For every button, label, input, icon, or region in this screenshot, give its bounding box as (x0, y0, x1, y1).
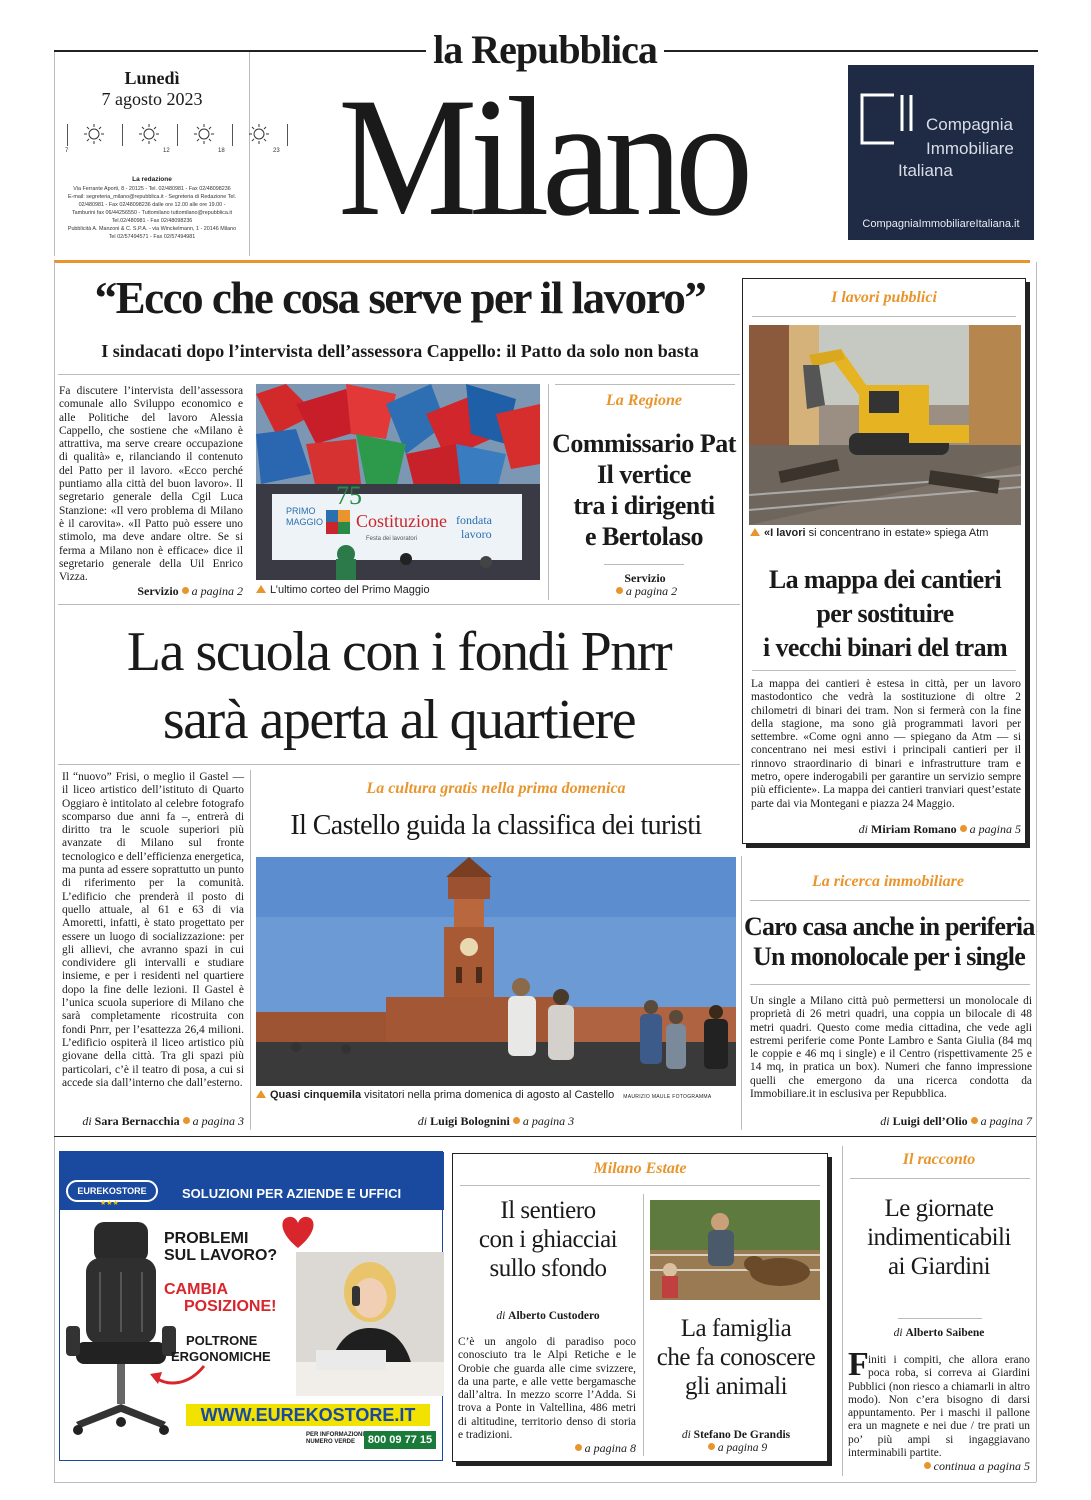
racconto-ref[interactable]: di Alberto Saibene (893, 1327, 985, 1339)
masthead-rule-right (664, 50, 1038, 52)
castle-illustration (256, 857, 736, 1086)
lavori-body-rule (752, 670, 1016, 671)
scuola-ref-author: Sara Bernacchia (94, 1114, 180, 1128)
heart-icon (278, 1214, 318, 1250)
arrow-icon (148, 1362, 208, 1392)
castello-photo-caption: Quasi cinquemila visitatori nella prima domenica di agosto al Castello MAURIZIO MAULE FOTOGRAMMA (256, 1089, 736, 1101)
ad-logo: EUREKOSTORE (66, 1180, 158, 1202)
ref-dot-icon (575, 1444, 582, 1451)
caption-triangle-icon (256, 1090, 266, 1098)
caption-triangle-icon (750, 528, 760, 536)
ricerca-ref-author: Luigi dell’Olio (892, 1114, 968, 1128)
lead-subhead: I sindacati dopo l’intervista dell’assessora Cappello: il Patto da solo non basta (101, 341, 699, 361)
weather-hour-label: 23 (273, 148, 280, 154)
ref-dot-icon (183, 1117, 190, 1124)
weather-strip (55, 122, 280, 162)
ad-logo-mark-icon (858, 91, 918, 147)
ref-dot-icon (616, 587, 623, 594)
lavori-kicker-rule (752, 316, 1016, 317)
ref-dot-icon (513, 1117, 520, 1124)
castello-ricerca-divider (741, 856, 742, 1130)
ad-line-3: Italiana (898, 161, 953, 180)
weather-hour-label: 12 (163, 148, 170, 154)
ricerca-kicker: La ricerca immobiliare (812, 873, 964, 890)
weather-separator (177, 124, 178, 146)
ad-c2: POSIZIONE! (184, 1298, 277, 1315)
ad-url-bar[interactable]: WWW.EUREKOSTORE.IT (186, 1404, 430, 1426)
redazione-title: La redazione (132, 176, 172, 183)
left-info-box (54, 52, 280, 256)
regione-ref-page[interactable]: a pagina 2 (555, 584, 735, 599)
racconto-kicker: Il racconto (902, 1151, 976, 1168)
lavori-photo[interactable] (749, 325, 1021, 525)
racconto-headline[interactable]: Le giornate indimenticabili ai Giardini (867, 1195, 1011, 1280)
ad-info1: PER INFORMAZIONI (306, 1432, 364, 1438)
estate-ref2-author: Stefano De Grandis (693, 1429, 791, 1441)
frame-bottom (54, 1482, 1036, 1483)
ad-stars: ★★★ (100, 1200, 119, 1207)
bottom-section-rule (54, 1136, 1036, 1137)
regione-kicker-rule (555, 384, 735, 385)
ad-info2: NUMERO VERDE (306, 1439, 356, 1445)
estate-ref-page[interactable]: a pagina 8 (458, 1441, 636, 1456)
redazione-line: Tamburini fax 06/44256550 - Tuttomilano tuttomilano@repubblica.it (71, 210, 233, 216)
scuola-castello-divider (250, 770, 251, 1130)
ad-header: SOLUZIONI PER AZIENDE E UFFICI (182, 1186, 402, 1201)
ad-line-1: Compagnia (926, 115, 1013, 134)
scuola-bottom-rule (58, 764, 740, 765)
weather-separator (232, 124, 233, 146)
sun-icon (134, 122, 164, 146)
scuola-ref[interactable]: di Sara Bernacchia a pagina 3 (82, 1114, 244, 1128)
excavator-illustration (749, 325, 1021, 525)
weather-hour-label: 7 (65, 148, 69, 154)
scuola-top-rule (58, 604, 740, 605)
lavori-headline[interactable]: La mappa dei cantieri per sostituire i vecchi binari del tram (762, 565, 1008, 662)
estate-body: C’è un angolo di paradiso poco conosciuto tra le Alpi Retiche e le Orobie che guarda alle cime svizzere, da una parte, e alle vette bergamasche dall’altra. In mezzo scorre l’Adda. Si trova a Ponte in Valtellina, 486 metri di altitudine, territorio denso di storia e tradizioni. (458, 1336, 636, 1442)
racconto-body: initi i compiti, che allora erano poca roba, si correva ai Giardini Pubblici (non riesco a chiamarli in altro modo). Non c’era bisogno di darsi appuntamento. Per i maschi il pallone era un magnete e nei due / tre prati un po’ più ampi si ingaggiavano interminabili partite. (848, 1354, 1030, 1460)
weather-hour-label: 18 (218, 148, 225, 154)
ad-p2: ERGONOMICHE (171, 1349, 271, 1364)
ad-eurekostore[interactable] (59, 1151, 443, 1461)
ricerca-body-rule (750, 984, 1030, 985)
estate-ref-2[interactable]: di Stefano De Grandis (681, 1429, 791, 1441)
regione-kicker: La Regione (606, 392, 682, 409)
ad-q1: PROBLEMI (164, 1230, 249, 1247)
caption-triangle-icon (256, 585, 266, 593)
issue-day: Lunedì (124, 68, 180, 88)
estate-kicker: Milano Estate (593, 1160, 687, 1177)
lavori-photo-caption: «I lavori si concentrano in estate» spiega Atm (750, 527, 1022, 539)
issue-date: 7 agosto 2023 (101, 89, 203, 109)
lead-body: Fa discutere l’intervista dell’assessora comunale allo Sviluppo economico e alle Politiche del lavoro Alessia Cappello, che sostiene che «Milano è attrattiva, ma serve creare occupazione di qualità» e, rilanciando il contenuto del Patto per il lavoro. «Ecco perché puntiamo alla città del buon lavoro». Il segretario generale della Cgil Luca Stanzione: «Il vero problema di Milano è il carovita». «Il Patto può essere uno stimolo, ma deve andare oltre. Se si ferma a Milano non è efficace» dice il segretario generale della Uil Enrico Vizza. (59, 385, 243, 584)
estate-ref2-page[interactable]: a pagina 9 (648, 1442, 824, 1454)
regione-ref-label: Servizio (624, 571, 666, 585)
lavori-body: La mappa dei cantieri è estesa in città, per un lavoro mastodontico che vedrà la sostituzione di oltre 2 chilometri di binari dei tram. Non si fermerà con la fine della stagione, ma sono già programmati lavori per settembre. «Come ogni anno — spiegano da Atm — si concentrano nei mesi estivi i principali cantieri per il rinnovo straordinario di binari e infrastrutture tram e metro, opere inderogabili per garantire un servizio sempre più efficiente». La mappa dei cantieri tranviari quest’estate parte dai via Montegani e piazza 24 Maggio. (751, 678, 1021, 810)
ref-dot-icon (708, 1443, 715, 1450)
racconto-kicker-rule (850, 1178, 1030, 1179)
animals-illustration (650, 1200, 820, 1300)
estate-headline-2[interactable]: La famiglia che fa conoscere gli animali (656, 1315, 816, 1400)
ricerca-body: Un single a Milano città può permettersi un monolocale di proprietà di 26 metri quadri, una coppia un bilocale di 48 metri quadri. Questo come media cittadina, che vede agli estremi periferie come Ponte Lambro e Santa Giulia (84 mq le coppie e 46 mq i single) e il Centro (rispettivamente 25 e 14 mq, in pratica un box). Numeri che fanno impressione quelli che emergono da una ricerca condotta da Immobiliare.it in esclusiva per Repubblica. (750, 995, 1032, 1101)
racconto-dropcap: F (848, 1346, 869, 1383)
redazione-line: Via Ferrante Aporti, 8 - 20125 - Tel. 02/480981 - Fax 02/48098236 (73, 186, 231, 192)
ref-dot-icon (182, 587, 189, 594)
sun-icon (79, 122, 109, 146)
estate-ref-author: Alberto Custodero (508, 1310, 600, 1322)
lead-divider (58, 374, 740, 375)
ad-c1: CAMBIA (164, 1281, 228, 1298)
svg-text:Festa dei lavoratori: Festa dei lavoratori (366, 536, 418, 542)
estate-kicker-rule (460, 1185, 820, 1186)
lead-headline[interactable]: “Ecco che cosa serve per il lavoro” (94, 273, 706, 323)
lead-photo[interactable] (256, 384, 540, 580)
lead-ref-label: Servizio (137, 584, 179, 598)
redazione-line: Pubblicità A. Manzoni & C. S.P.A. - via Winckelmann, 1 - 20146 Milano (67, 226, 237, 232)
redazione-line: 02/480981 - Fax 02/48098236 dalle ore 12.00 alle ore 19.00 - (78, 202, 226, 208)
photo-credit: MAURIZIO MAULE FOTOGRAMMA (623, 1094, 712, 1100)
castello-kicker: La cultura gratis nella prima domenica (366, 780, 626, 797)
estate-inner-divider (643, 1194, 644, 1456)
sun-icon (189, 122, 219, 146)
castello-ref[interactable]: di Luigi Bolognini a pagina 3 (417, 1114, 575, 1128)
svg-text:MAGGIO: MAGGIO (286, 517, 324, 527)
svg-text:75: 75 (336, 481, 362, 510)
lavori-ref-author: Miriam Romano (871, 822, 957, 836)
ref-dot-icon (924, 1462, 931, 1469)
ricerca-ref[interactable]: di Luigi dell’Olio a pagina 7 (880, 1114, 1032, 1128)
march-illustration (256, 384, 540, 580)
ad-q2: SUL LAVORO? (164, 1247, 278, 1264)
redazione-info (55, 185, 249, 241)
ad-line-2: Immobiliare (926, 139, 1014, 158)
redazione-line: Tel 02/57494571 - Fax 02/57494981 (108, 234, 196, 240)
lead-ref-page: a pagina 2 (191, 584, 243, 598)
lead-regione-divider (548, 384, 549, 600)
svg-text:PRIMO: PRIMO (286, 506, 316, 516)
lead-photo-caption: L’ultimo corteo del Primo Maggio (256, 584, 546, 596)
weather-separator (67, 124, 68, 146)
redazione-line: Tel.02/480981 - Fax 02/48098236 (111, 218, 193, 224)
frame-right (1036, 262, 1037, 1482)
racconto-ref-author: Alberto Saibene (905, 1327, 985, 1339)
estate-racconto-divider (842, 1146, 843, 1476)
brand-logo: la Repubblica (433, 27, 657, 72)
regione-ref-rule (604, 564, 684, 565)
redazione-line: E-mail: segreteria_milano@repubblica.it - Segreteria di Redazione Tel. (67, 194, 237, 200)
castello-ref-author: Luigi Bolognini (430, 1114, 510, 1128)
racconto-ref-page[interactable]: continua a pagina 5 (848, 1459, 1030, 1474)
estate-photo[interactable] (650, 1200, 820, 1300)
lavori-ref[interactable]: di Miriam Romano a pagina 5 (858, 822, 1021, 836)
lead-ref[interactable] (59, 584, 243, 599)
ad-phone[interactable]: 800 09 77 15 (364, 1431, 436, 1449)
scuola-headline[interactable]: La scuola con i fondi Pnrr sarà aperta al quartiere (126, 621, 672, 751)
ricerca-headline[interactable]: Caro casa anche in periferia Un monolocale per i single (744, 912, 1035, 971)
ref-dot-icon (971, 1117, 978, 1124)
racconto-ref-rule (898, 1318, 982, 1319)
office-chair-icon (66, 1222, 176, 1442)
scuola-body: Il “nuovo” Frisi, o meglio il Gastel — il liceo artistico dell’istituto di Quarto Oggiaro è intitolato al celebre fotografo scomparso due anni fa –, entrerà di diritto tra le scuole superiori più avanzate di Milano sul fronte tecnologico e dell’efficienza energetica, ma punta ad essere soprattutto un punto di riferimento per la comunità. L’edificio che prenderà il posto di quello attuale, al 61 e 63 di via Amoretti, infatti, è stato progettato per essere un luogo di socializzazione: per gli allievi, che avranno spazi in cui condividere gli intervalli e studiare insieme, e per i residenti nel quartiere dopo la fine delle lezioni. Il Gastel è l’unica scuola superiore di Milano che sarà completamente ricostruita con fondi Pnrr, per l’esattezza 26,4 milioni. L’edificio ospiterà il liceo artistico più giovane della città. Tra gli spazi più particolari, c’è il teatro di posa, a cui si accede sia dall’interno che dall’esterno. (62, 771, 244, 1089)
frame-left (54, 262, 55, 1482)
castello-headline[interactable]: Il Castello guida la classifica dei turisti (290, 810, 702, 841)
ref-dot-icon (960, 825, 967, 832)
estate-ref-1[interactable]: di Alberto Custodero (496, 1310, 600, 1322)
castello-photo[interactable] (256, 857, 736, 1086)
regione-headline[interactable]: Commissario Pat Il vertice tra i dirigenti e Bertolaso (552, 429, 736, 551)
ad-compagnia-immobiliare[interactable] (848, 65, 1034, 240)
ad-url[interactable]: CompagniaImmobiliareItaliana.it (862, 218, 1020, 230)
woman-on-phone-illustration (296, 1252, 444, 1396)
weather-separator (122, 124, 123, 146)
ad-p1: POLTRONE (186, 1333, 258, 1348)
sun-icon (244, 122, 274, 146)
estate-headline-1[interactable]: Il sentiero con i ghiacciai sullo sfondo (478, 1197, 618, 1282)
svg-text:fondata: fondata (456, 513, 492, 527)
city-title: Milano (338, 63, 746, 251)
banner-text: Costituzione (356, 511, 447, 531)
lavori-kicker: I lavori pubblici (831, 289, 937, 306)
svg-text:lavoro: lavoro (461, 527, 492, 541)
header-orange-rule (54, 260, 1030, 263)
ricerca-kicker-rule (750, 900, 1030, 901)
